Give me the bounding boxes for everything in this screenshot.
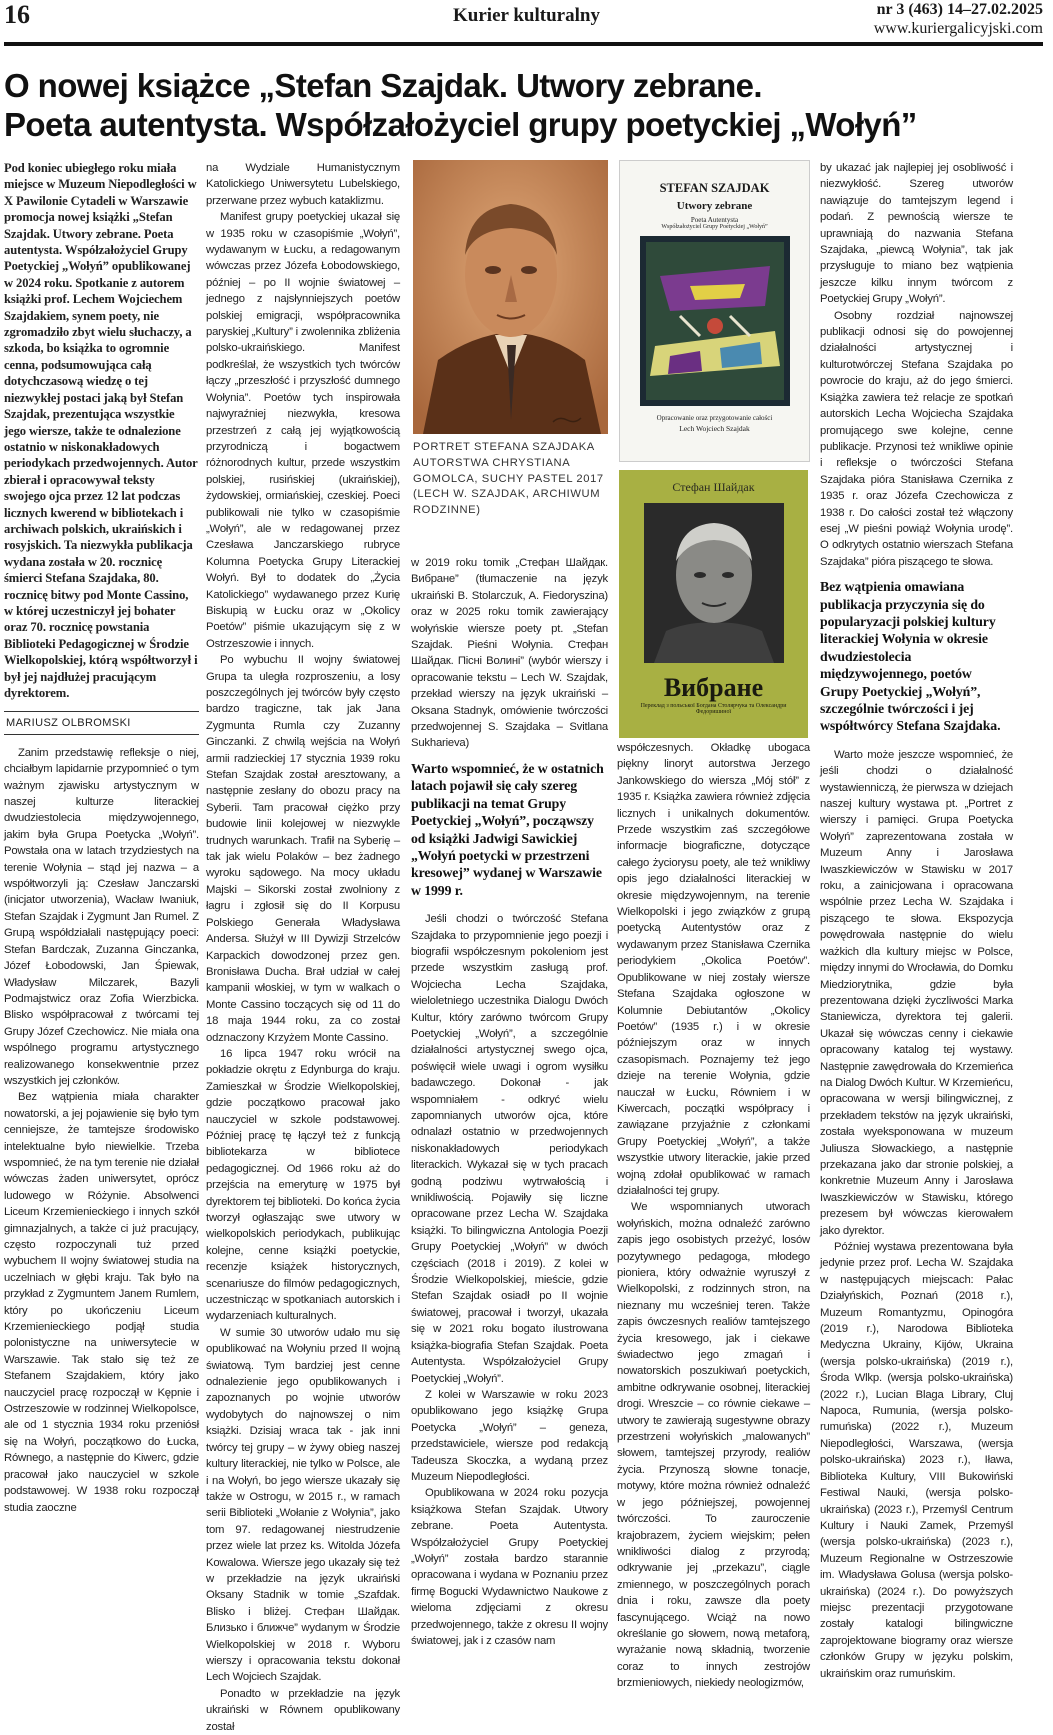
portrait-drawing xyxy=(413,160,608,434)
pull-quote: Warto wspomnieć, że w ostatnich latach pojawił się cały szereg publikacji na temat Grupy Poetyckiej „Wołyń”, począwszy od książki Jadwigi Sawickiej „Wołyń poetycki w przestrzeni kresowej” wydanej w Warszawie w 1999 r. xyxy=(411,760,604,898)
paragraph: Ponadto w przekładzie na język ukraiński w Równem opublikowany został xyxy=(206,1687,400,1733)
paragraph: Opublikowana w 2024 roku pozycja książkowa Stefan Szajdak. Utwory zebrane. Poeta Autentysta. Współzałożyciel Grupy Poetyckiej „Wołyń” została bardzo starannie opracowana i wydana w Poznaniu przez firmę Bogucki Wydawnictwo Naukowe z wieloma zdjęciami z okresu przedwojennego, także z okresu II wojny światowej, jak i z czasów nam xyxy=(411,1487,608,1647)
cover-title: Вибране xyxy=(663,673,764,702)
paragraph: Osobny rozdział najnowszej publikacji odnosi się do powojennej działalności artystycznej i kulturotwórczej Stefana Szajdaka po powrocie do kraju, aż do jego śmierci. Książka zawiera też relacje ze spotkań autorskich Lecha Wojciecha Szajdaka promującego swe kolejne, cenne publikacje. Przynosi też wnikliwe opinie i refleksje o twórczości Stefana Szajdaka pióra Stanisława Czernika z 1935 r. oraz Józefa Czechowicza z 1938 r. Do całości został też włączony esej „W pieśni powiąż Wołynia urodę”. O odkrytych ostatnio wierszach Stefana Szajdaka” pióra piszącego te słowa. xyxy=(820,309,1013,568)
portrait-illustration xyxy=(413,160,608,434)
headline-line-1: O nowej książce „Stefan Szajdak. Utwory zebrane. xyxy=(4,67,762,104)
column-4 xyxy=(617,740,810,1692)
column-2 xyxy=(206,160,400,1735)
paragraph: 16 lipca 1947 roku wrócił na pokładzie okrętu z Edynburga do kraju. Zamieszkał w Środzie Wielkopolskiej, gdzie początkowo pracował jako nauczyciel w szkole podstawowej. Później pracę tę łączył też z funkcją bibliotekarza w bibliotece pedagogicznej. Od 1966 roku aż do przejścia na emeryturę w 1975 był dyrektorem tej biblioteki. Do końca życia tworzył ogłaszając swe utwory w wielkopolskich periodykach, publikując kolejne, cenne książki poetyckie, recenzje książek historycznych, scenariusze do filmów pedagogicznych, uczestnicząc w spotkaniach autorskich i wydarzeniach kulturalnych. xyxy=(206,1047,400,1323)
issue-info xyxy=(874,0,1043,38)
photo-caption: PORTRET STEFANA SZAJDAKA AUTORSTWA CHRYSTIANA GOMOLCA, SUCHY PASTEL 2017 (LECH W. SZAJDAK, ARCHIWUM RODZINNE) xyxy=(413,441,604,517)
paragraph: Zanim przedstawię refleksje o niej, chciałbym lapidarnie przypomnieć o tym ważnym zjawisku artystycznym w naszej kulturze literackiej dwudziestolecia międzywojennego, jakim była Grupa Poetycka „Wołyń”. Powstała ona w latach trzydziestych na terenie Wołynia – stąd jej nazwa – a współtworzyli ją: Czesław Janczarski (inicjator utworzenia), Wacław Iwaniuk, Stefan Szajdak i Zygmunt Jan Rumel. Z Grupą współdziałali następujący poeci: Stefan Bardczak, Zuzanna Ginczanka, Józef Łobodowski, Jan Śpiewak, Władysław Milczarek, Bazyli Podmajstwicz oraz Zofia Wierzbicka. Blisko współpracował z twórcami tej Grupy Józef Czechowicz. Nie miała ona wspólnego programu artystycznego realizowanego konsekwentnie przez wszystkich jej członków. xyxy=(4,746,199,1087)
cover-author: STEFAN SZAJDAK xyxy=(659,181,770,195)
cover-subtitle: Poeta Autentysta xyxy=(690,216,739,224)
cover-editor: Lech Wojciech Szajdak xyxy=(679,424,750,433)
paragraph: Jeśli chodzi o twórczość Stefana Szajdaka to przypomnienie jego poezji i biografii współczesnym pokoleniom jest przede wszystkim zasługą prof. Wojciecha Lecha Szajdaka, wieloletniego uczestnika Dialogu Dwóch Kultur, który zarówno twórcom Grupy Poetyckiej „Wołyń”, a szczególnie działalności artystycznej swego ojca, poświęcił wiele uwagi i ogrom wysiłku badawczego. Dokonał - jak wspomniałem - odkryć wielu zapomnianych utworów ojca, które odnalazł ostatnio w przedwojennych niskonakładowych periodykach literackich. Wykazał się w tych pracach godną podziwu wytrwałością i wnikliwością. Pojawiły się liczne opracowane przez Lecha W. Szajdaka książki. To bilingwiczna Antologia Poezji Grupy Poetyckiej „Wołyń” w dwóch częściach (2018 i 2019). Z kolei w Środzie Wielkopolskiej, mieście, gdzie Stefan Szajdak osiadł po II wojnie światowej, pracował i tworzył, ukazała się w 2021 roku bogato ilustrowana książka-biografia Stefan Szajdak. Poeta Autentysta. Współzałożyciel Grupy Poetyckiej „Wołyń”. xyxy=(411,913,608,1385)
paragraph: We wspomnianych utworach wołyńskich, można odnaleźć zarówno zapis jego osobistych przeżyć, losów pozytywnego pedagoga, młodego pioniera, który odważnie wyruszył z Wielkopolski, z rodzinnych stron, na nieznany mu wcześniej teren. Także zapis ówczesnych realiów tamtejszego życia kresowego, jak i ciekawe świadectwo jego zmagań i nowatorskich poszukiwań poetyckich, ambitne odkrywanie osobnej, literackiej drogi. Wreszcie – co równie ciekawe – utwory te zawierają sugestywne obrazy przestrzeni wołyńskich „malowanych” słowem, tamtejszej przyrody, realiów życia. Przynoszą słowne tonacje, motywy, które można również odnaleźć w jego późniejszej, powojennej twórczości. To zauroczenie krajobrazem, życiem wiejskim; pełen wnikliwości dialog z przyrodą; odkrywanie jej „przekazu”, ciągle zmiennego, w poszczególnych porach dnia i roku, zawsze dla poety fascynującego. Wciąż na nowo określanie go słowem, nową metaforą, wyrażanie nową składnią, tworzenie coraz to innych zestrojów brzmieniowych, niekiedy neologizmów, xyxy=(617,1201,810,1690)
page-number: 16 xyxy=(4,0,30,29)
paragraph: by ukazać jak najlepiej jej osobliwość i niezwykłość. Szereg utworów nawiązuje do tamtejszym legend i podań. Z pewnością wiersze te uprawniają do nazwania Stefana Szajdaka, „piewcą Wołynia”, tak jak przysługuje to miano bez wątpienia jeszcze kilku innym twórcom z Poetyckiej Grupy „Wołyń”. xyxy=(820,162,1013,306)
paragraph: w 2019 roku tomik „Стефан Шайдак. Вибране” (tłumaczenie na język ukraiński B. Stolarczuk, A. Fiedoryszina) oraz w 2025 roku tomik zawierający wołyńskie wiersze poety pt. „Stefan Szajdak. Pieśni Wołynia. Стефан Шайдак. Пісні Волині” (wybór wierszy i opracowanie tekstu – Lech W. Szajdak, przekład wierszy na język ukraiński – Oksana Stadnyk, omówienie twórczości przedwojennej S. Szajdaka – Svitlana Sukharieva) xyxy=(411,557,608,750)
column-5 xyxy=(820,160,1013,1682)
cover-editor-note: Opracowanie oraz przygotowanie całości xyxy=(656,414,773,422)
masthead xyxy=(0,0,1053,44)
cover-subtitle: Współzałożyciel Grupy Poetyckiej „Wołyń” xyxy=(661,224,768,230)
paragraph: Manifest grupy poetyckiej ukazał się w 1935 roku w czasopiśmie „Wołyń”, wydawanym w Łucku, a redagowanym wówczas przez Józefa Łobodowskiego, później – po II wojnie światowej – jednego z najsłynniejszych poetów polskiej emigracji, współpracownika paryskiej „Kultury” i zwolennika zbliżenia polsko-ukraińskiego. Manifest podkreślał, że wszystkich tych twórców łączy „przeszłość i przyszłość dumnego Wołynia”. Poetów tych inspirowała najwyraźniej niezwykła, kresowa przestrzeń z całą jej wyjątkowością przyrodniczą i bogactwem różnorodnych kultur, przede wszystkim polskiej, rusińskiej (ukraińskiej), żydowskiej, ormiańskiej, czeskiej. Poeci publikowali nie tylko w czasopiśmie „Wołyń”, ale w redagowanej przez Czesława Janczarskiego rubryce Kolumna Poetycka Grupy Literackiej Wołyń. Był to dodatek do „Życia Katolickiego” wydawanego przez Kurię Biskupią w Łucku oraz w „Okolicy Poetów” piśmie ukazującym się z w Ostrzeszowie i innych. xyxy=(206,211,400,650)
author-byline: MARIUSZ OLBROMSKI xyxy=(4,711,199,734)
linocut-illustration xyxy=(640,236,790,406)
cover-author: Стефан Шайдак xyxy=(672,480,755,494)
author-photo xyxy=(644,503,784,663)
paragraph: Po wybuchu II wojny światowej Grupa ta uległa rozproszeniu, a losy poszczególnych jej twórców były często bardzo tragiczne, tak jak Jana Zygmunta Rumla czy Zuzanny Ginczanki. Z chwilą wejścia na Wołyń armii radzieckiej 17 stycznia 1939 roku Stefan Szajdak został aresztowany, a następnie zesłany do obozu pracy na Syberii. Tam pracował ciężko przy budowie linii kolejowej w niezwykle trudnych warunkach. Trafił na Syberię – tak jak wielu Polaków – bez żadnego wyroku sądowego. Na mocy układu Majski – Sikorski został zwolniony z łagru i zgłosił się do II Korpusu Polskiego Generała Władysława Andersa. Służył w III Dywizji Strzelców Karpackich dowodzonej przez gen. Bronisława Ducha. Brał udział w całej kampanii włoskiej, w tym w walkach o Monte Cassino toczących się od 11 do 18 maja 1944 roku, za co został odznaczony Krzyżem Monte Cassino. xyxy=(206,654,400,1044)
column-1 xyxy=(4,160,199,1516)
cover-subtitle: Переклад з польської Богдана Столярчука та Олександри Федоришиної xyxy=(640,703,787,715)
book-cover-vybrane xyxy=(619,470,808,738)
paragraph: Z kolei w Warszawie w roku 2023 opublikowano jego książkę Grupa Poetycka „Wołyń” – geneza, przedstawiciele, wiersze pod redakcją Tadeusza Skoczka, a wydaną przez Muzeum Niepodległości. xyxy=(411,1388,608,1483)
cover-title: Utwory zebrane xyxy=(676,200,753,212)
article-lead: Pod koniec ubiegłego roku miała miejsce w Muzeum Niepodległości w X Pawilonie Cytadeli w Warszawie promocja nowej książki „Stefan Szajdak. Utwory zebrane. Poeta autentysta. Współzałożyciel Grupy Poetyckiej „Wołyń” opublikowanej w 2024 roku. Spotkanie z autorem książki prof. Lechem Wojciechem Szajdakiem, synem poety, nie zgromadziło zbyt wielu słuchaczy, a szkoda, bo książka to ogromnie cenna, podsumowująca całą dotychczasową wiedzę o tej niezwykłej postaci jaką był Stefan Szajdak, prezentująca wszystkie jego wiersze, także te odnalezione ostatnio w niskonakładowych periodykach przedwojennych. Autor zbierał i opracowywał teksty swojego ojca przez 12 lat podczas licznych kwerend w bibliotekach i archiwach polskich, ukraińskich i rosyjskich. Ta niezwykła publikacja wydana została w 20. rocznicę śmierci Stefana Szajdaka, 80. rocznicę bitwy pod Monte Cassino, w której uczestniczył jej bohater oraz 70. rocznicę powstania Biblioteki Pedagogicznej w Środzie Wielkopolskiej, którą współtworzył i był jej najdłużej pracującym dyrektorem. xyxy=(4,161,198,700)
paragraph: Warto może jeszcze wspomnieć, że jeśli chodzi o działalność wystawienniczą, że pierwsza w dziejach naszej kultury wystawa pt. „Portret z wierszy i pamięci. Grupa Poetycka Wołyń” zaprezentowana została w Muzeum Anny i Jarosława Iwaszkiewiczów w Stawisku w 2017 roku, a zainicjowana i opracowana wspólnie przez Lecha W. Szajdaka i piszącego te słowa. Ekspozycja powędrowała następnie do wielu ważkich dla kultury miejsc w Polsce, między innymi do Wrocławia, do Domku Miedziorytnika, gdzie była prezentowana dzięki życzliwości Marka Staniewicza, dyrektora tej galerii. Ukazał się wówczas cenny i ciekawie opracowany katalog tej wystawy. Następnie zawędrowała do Krzemieńca na Dialog Dwóch Kultur. W Krzemieńcu, opracowana w wersji bilingwicznej, z przekładem tekstów na język ukraiński, została wyeksponowana w muzeum Juliusza Słowackiego, a następnie przekazana jako dar stronie polskiej, a konkretnie Muzeum Anny i Jarosława Iwaszkiewiczów w Stawisku, którego prezesem był wówczas kierowałem jako dyrektor. xyxy=(820,748,1013,1237)
website-url: www.kuriergalicyjski.com xyxy=(873,20,1043,37)
headline-line-2: Poeta autentysta. Współzałożyciel grupy poetyckiej „Wołyń” xyxy=(4,106,917,143)
column-3 xyxy=(411,555,608,1649)
paragraph: współczesnych. Okładkę ubogaca piękny linoryt autorstwa Jerzego Jankowskiego do wiersza „Mój stół” z 1935 r. Książka zawiera również zdjęcia licznych i unikalnych dokumentów. Przede wszystkim zaś szczegółowe informacje biograficzne, dotyczące całego życiorysu poety, ale też wnikliwy opis jego działalności literackiej w okresie międzywojennym, na terenie Wielkopolski i jego związków z grupą poetycką Autentystów oraz z wydawanym przez Stanisława Czernika periodykiem „Okolica Poetów”. Opublikowane w niej zostały wiersze Stefana Szajdaka ogłoszone w Kolumnie Debiutantów „Okolicy Poetów” (1935 r.) i w okresie późniejszym oraz w innych czasopismach. Poznajemy też jego dzieje na terenie Wołynia, gdzie nauczał w Łucku, Równiem i w Kiwercach, początki współpracy i zawiązane przyjaźnie z członkami Grupy Poetyckiej „Wołyń”, a także wszystkie utwory literackie, jakie przed wojną zdołał opublikować w ramach działalności tej grupy. xyxy=(617,742,810,1197)
paragraph: Bez wątpienia miała charakter nowatorski, a jej pojawienie się było tym cenniejsze, że tamtejsze środowisko intelektualne było niewielkie. Trzeba wspomnieć, że na tym terenie nie działał wówczas żaden uniwersytet, oprócz ludowego w Różynie. Absolwenci Liceum Krzemienieckiego i innych szkół gimnazjalnych, a także ci już pracujący, często rozpoczynali tuż przed wybuchem II wojny światowej studia na uczelniach w głębi kraju. Tak było na przykład z Zygmuntem Janem Rumlem, który po ukończeniu Liceum Krzemienieckiego podjął studia polonistyczne na uniwersytecie w Warszawie. Tak stało się też ze Stefanem Szajdakiem, który jako nauczyciel pracę rozpoczął w Kępnie i Ostrzeszowie w rodzinnej Wielkopolsce, ale od 1 stycznia 1934 roku przeniósł się na Wołyń, początkowo do Łucka, Równego, a następnie do Kiwerc, gdzie pracował jako nauczyciel w szkole podstawowej. W 1938 roku rozpoczął studia zaoczne xyxy=(4,1091,199,1514)
paragraph: Później wystawa prezentowana była jedynie przez prof. Lecha W. Szajdaka w następujących miejscach: Pałac Działyńskich, Poznań (2018 r.), Muzeum Romantyzmu, Opinogóra (2019 r.), Narodowa Biblioteka Medyczna Ukrainy, Kijów, Ukraina (wersja polsko-ukraińska) (2019 r.), Środa Wlkp. (wersja polsko-ukraińska) (2022 r.), Lucian Blaga Library, Cluj Napoca, Rumunia, (wersja polsko-rumuńska) (2022 r.), Muzeum Niepodległości, Warszawa, (wersja polsko-ukraińska) 2023 r.), Iława, Biblioteka Kultury, VIII Bukowiński Festiwal Nauki, (wersja polsko-ukraińska) (2023 r.), Przemyśl Centrum Kultury i Nauki Zamek, Przemyśl (wersja polsko-ukraińska) (2023 r.), Muzeum Regionalne w Ostrzeszowie im. Władysława Golusa (wersja polsko-ukraińska) (2024 r.). Do powyższych miejsc prezentacji przygotowane zostały katalogi bilingwiczne zaprojektowane biogramy oraz wiersze członków Grupy w języku polskim, ukraińskim oraz rumuńskim. xyxy=(820,1241,1013,1680)
issue-number: nr 3 (463) 14–27.02.2025 xyxy=(876,1,1043,18)
paragraph: W sumie 30 utworów udało mu się opublikować na Wołyniu przed II wojną światową. Tym bardziej jest cenne odnalezienie jego opublikowanych i zapoznanych po wojnie utworów wydobytych do najnowszej o nim książki. Dzisiaj wraca tak - jak inni twórcy tej grupy – w żywy obieg naszej kultury literackiej, nie tylko w Polsce, ale i na Wołyń, bo jego wiersze ukazały się także w Ostrogu, w 2015 r., w ramach serii Biblioteki „Wołanie z Wołynia”, jako tom 97. redagowanej niestrudzenie przez wiele lat przez ks. Witolda Józefa Kowalowa. Wiersze jego ukazały się też w przekładzie na język ukraiński Oksany Stadnik w tomie „Szafdak. Blisko i bliżej. Стефан Шайдак. Близько і ближче” wydanym w Środzie Wielkopolskiej w 2018 r. Wyboru wierszy i opracowania tekstu dokonał Lech Wojciech Szajdak. xyxy=(206,1326,400,1684)
paper-name: Kurier kulturalny xyxy=(453,5,600,26)
paragraph: na Wydziale Humanistycznym Katolickiego Uniwersytetu Lubelskiego, przerwane przez wybuch kataklizmu. xyxy=(206,162,400,207)
pull-quote: Bez wątpienia omawiana publikacja przyczynia się do popularyzacji polskiej kultury literackiej Wołynia w okresie dwudziestolecia międzywojennego, poetów Grupy Poetyckiej „Wołyń”, szczególnie twórczości i jej współtwórcy Stefana Szajdaka. xyxy=(820,579,1001,734)
book-cover-utwory-zebrane xyxy=(619,160,810,462)
masthead-rule xyxy=(4,42,1043,46)
article-headline xyxy=(4,66,1044,144)
